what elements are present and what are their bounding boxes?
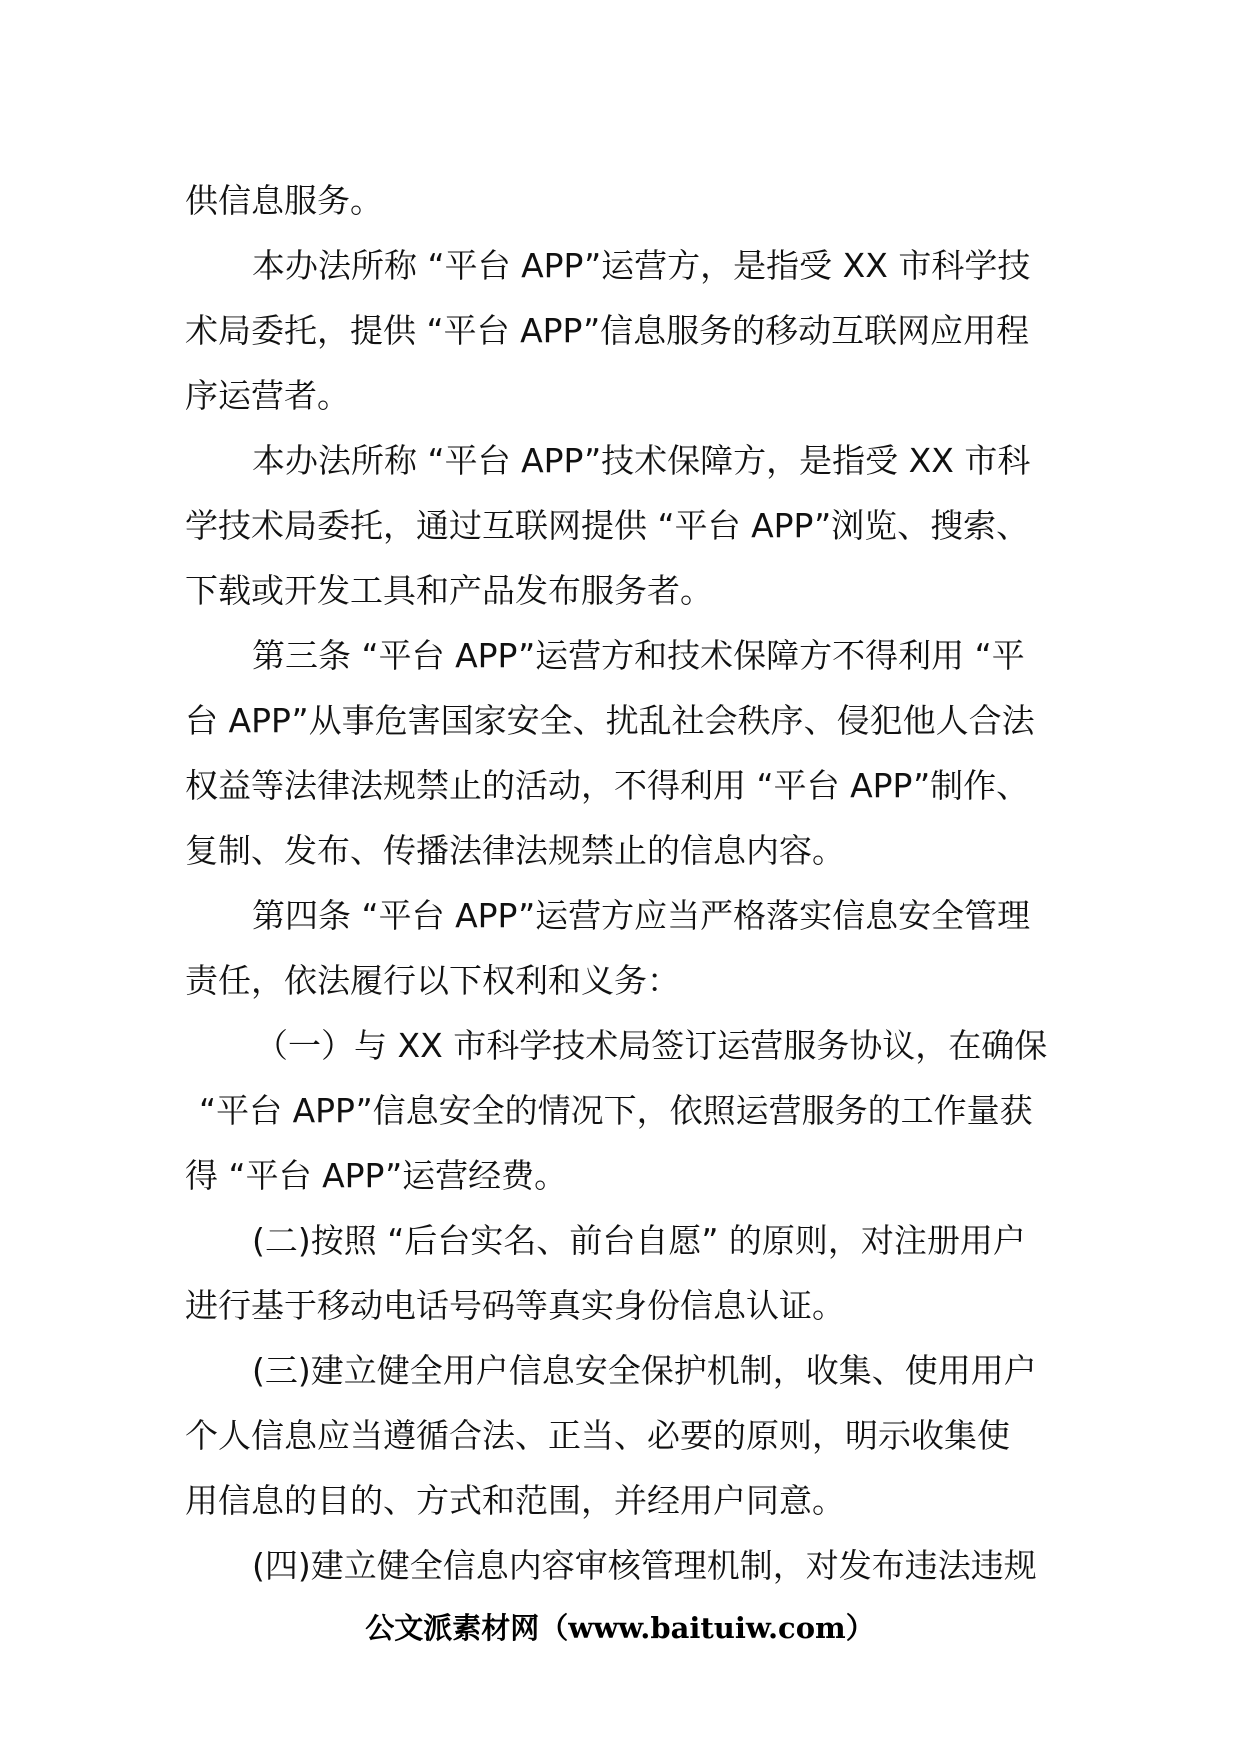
paragraph-line: 进行基于移动电话号码等真实身份信息认证。 [185,1286,845,1325]
paragraph-line: 第四条 “平台 APP”运营方应当严格落实信息安全管理 [252,896,1031,935]
document-body [185,168,1055,1598]
paragraph-line: 本办法所称 “平台 APP”运营方，是指受 XX 市科学技 [252,246,1031,285]
paragraph-line: （一）与 XX 市科学技术局签订运营服务协议，在确保 [255,1026,1048,1065]
paragraph-line: 得 “平台 APP”运营经费。 [185,1156,568,1195]
paragraph [185,1013,1055,1208]
paragraph-line: 序运营者。 [185,376,350,415]
paragraph-line: 台 APP”从事危害国家安全、扰乱社会秩序、侵犯他人合法 [185,701,1035,740]
paragraph-line: 复制、发布、传播法律法规禁止的信息内容。 [185,831,845,870]
paragraph [185,233,1055,428]
paragraph [185,883,1055,1013]
paragraph [185,1208,1055,1338]
paragraph [185,1338,1055,1533]
paragraph-line: (二)按照 “后台实名、前台自愿” 的原则，对注册用户 [252,1221,1026,1260]
paragraph-line: 责任，依法履行以下权利和义务： [185,961,680,1000]
paragraph [185,623,1055,883]
paragraph-line: 第三条 “平台 APP”运营方和技术保障方不得利用 “平 [252,636,1025,675]
paragraph [185,428,1055,623]
paragraph-line: 供信息服务。 [185,181,383,220]
paragraph [185,168,1055,233]
paragraph-line: 用信息的目的、方式和范围，并经用户同意。 [185,1481,845,1520]
paragraph-line: (三)建立健全用户信息安全保护机制，收集、使用用户 [252,1351,1037,1390]
paragraph-line: 学技术局委托，通过互联网提供 “平台 APP”浏览、搜索、 [185,506,1030,545]
paragraph-line: “平台 APP”信息安全的情况下，依照运营服务的工作量获 [199,1091,1033,1130]
paragraph-line: 个人信息应当遵循合法、正当、必要的原则，明示收集使 [185,1416,1010,1455]
paragraph-line: 术局委托，提供 “平台 APP”信息服务的移动互联网应用程 [185,311,1030,350]
paragraph-line: (四)建立健全信息内容审核管理机制，对发布违法违规 [252,1546,1037,1585]
paragraph [185,1533,1055,1598]
paragraph-line: 权益等法律法规禁止的活动，不得利用 “平台 APP”制作、 [185,766,1030,805]
paragraph-line: 下载或开发工具和产品发布服务者。 [185,571,713,610]
paragraph-line: 本办法所称 “平台 APP”技术保障方，是指受 XX 市科 [252,441,1031,480]
page-footer: 公文派素材网（www.baituiw.com） [365,1611,875,1645]
